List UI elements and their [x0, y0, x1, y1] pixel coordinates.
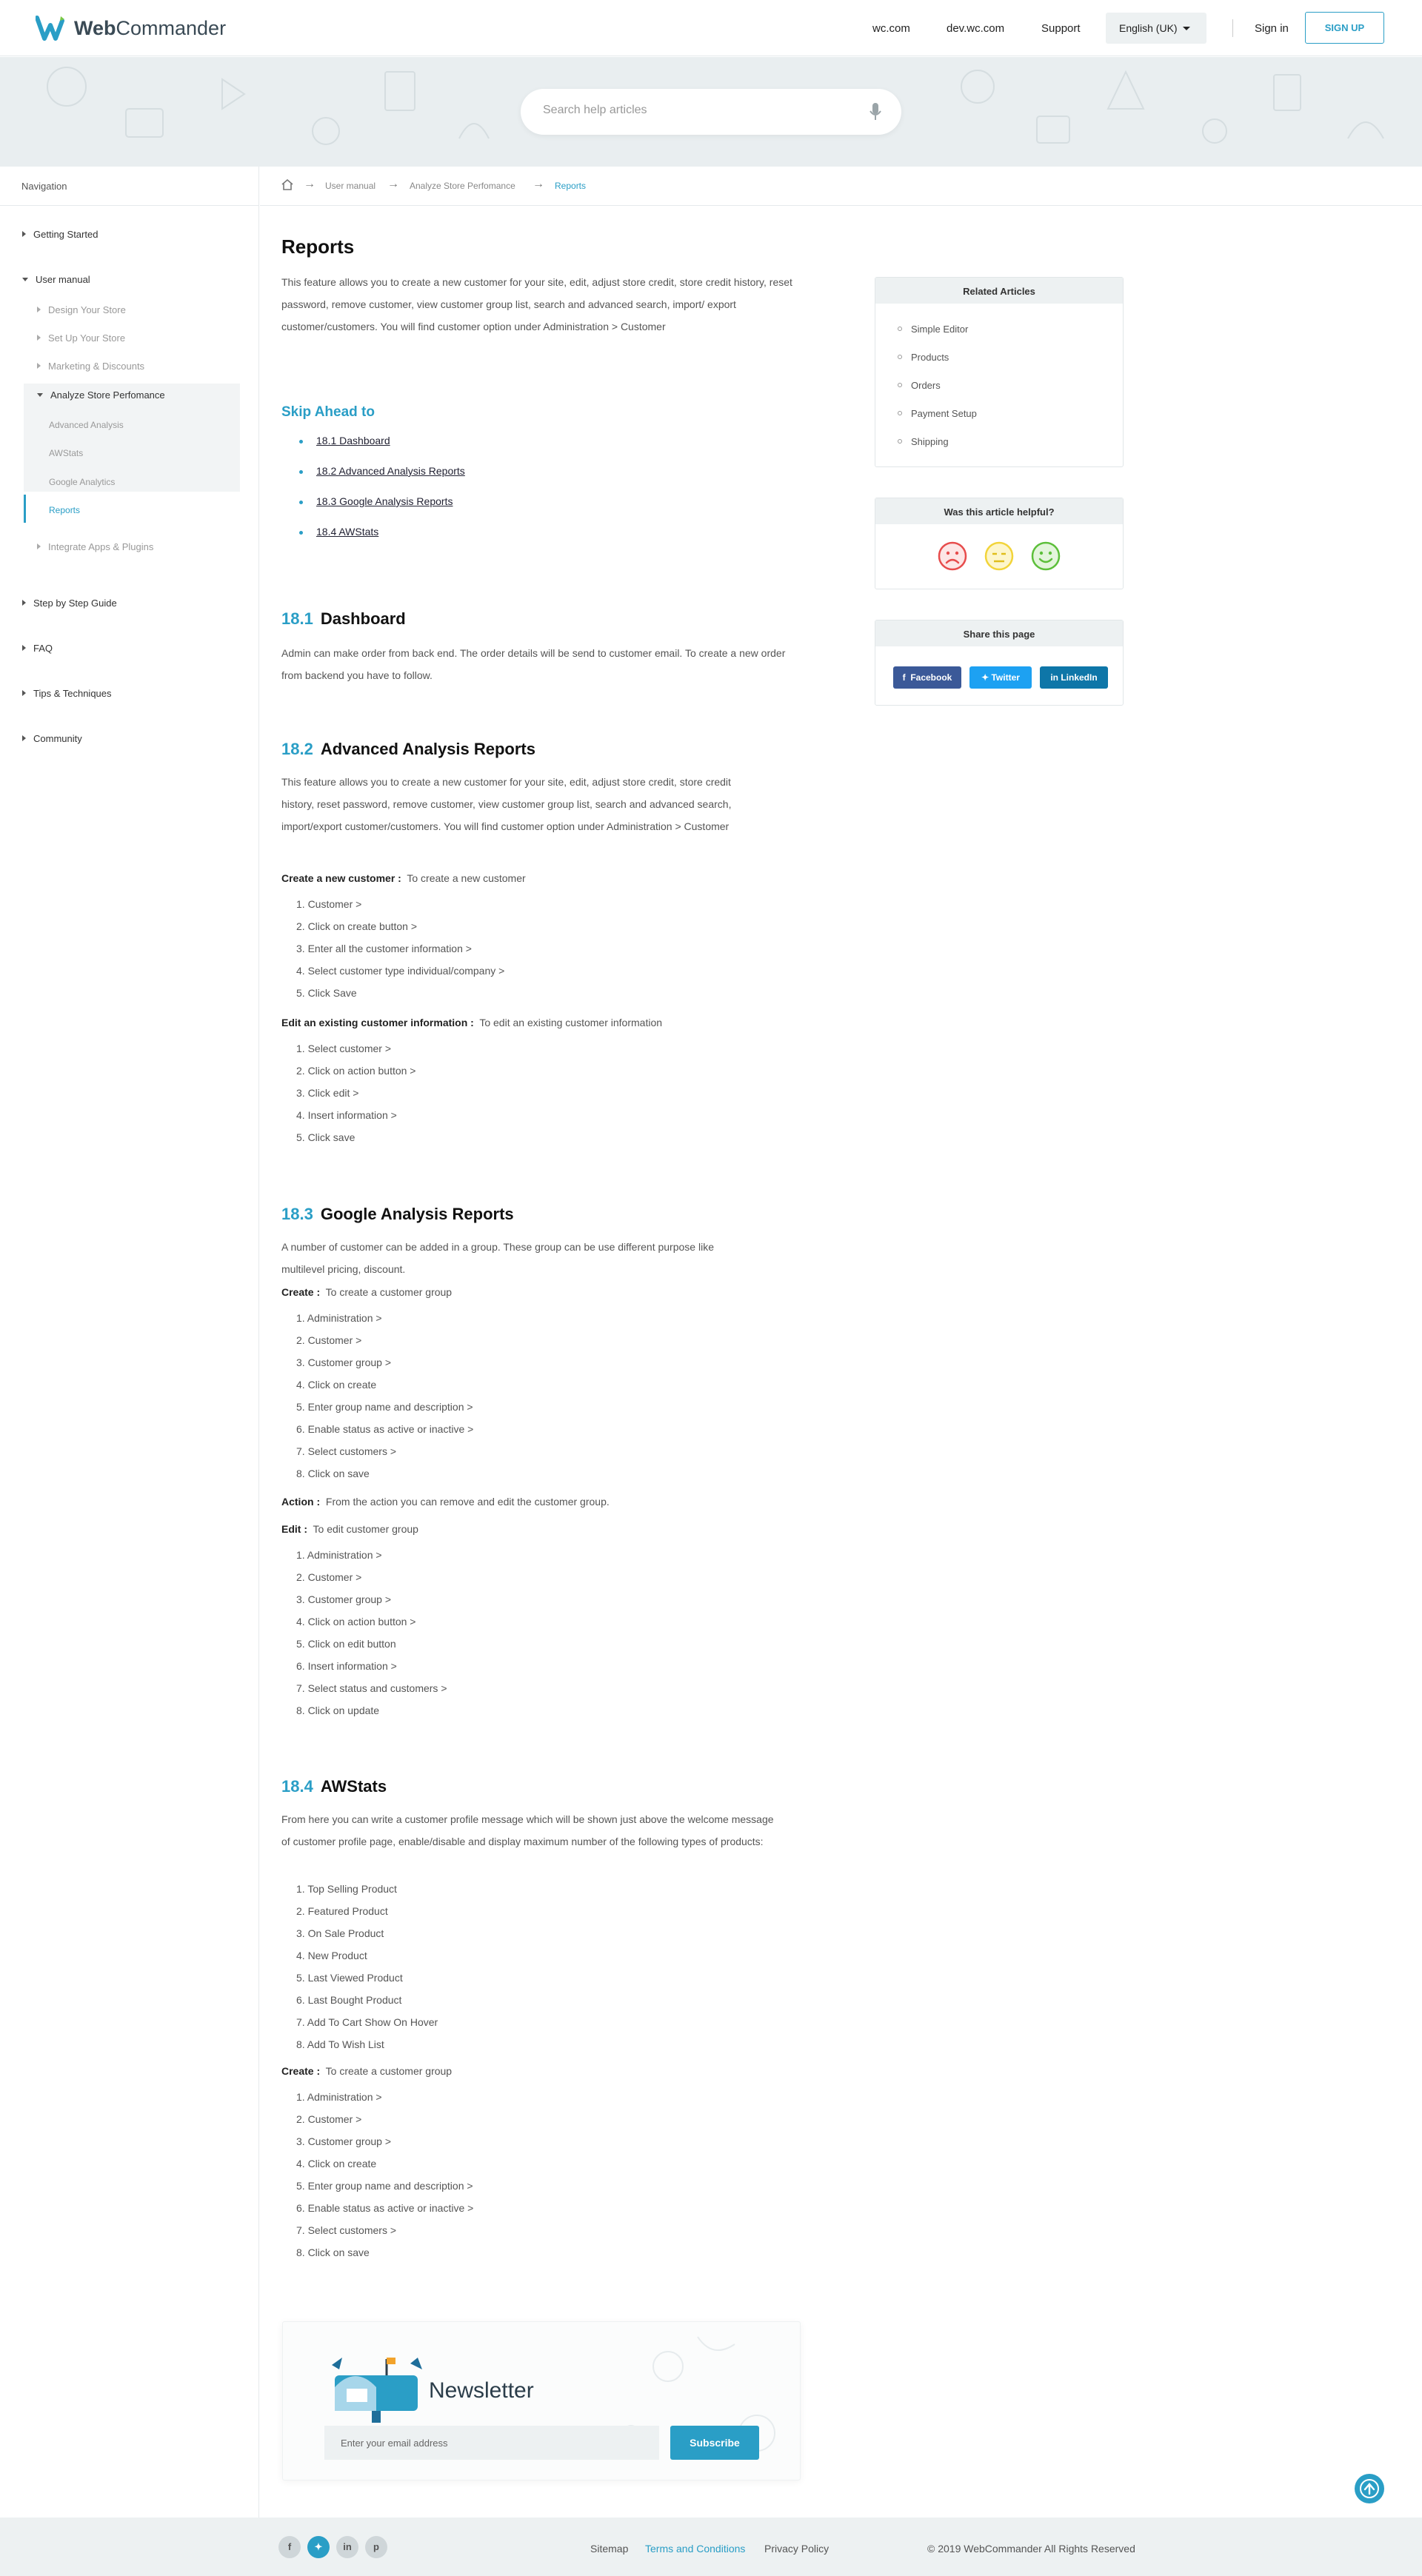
list-item: 4. Click on create — [296, 2158, 377, 2169]
create-customer-label — [281, 872, 526, 884]
section-number: 18.1 — [281, 609, 313, 628]
list-item: 7. Select status and customers > — [296, 1682, 447, 1694]
list-item: 2. Customer > — [296, 2113, 362, 2125]
list-item: 4. New Product — [296, 1950, 367, 1961]
section-number: 18.3 — [281, 1205, 313, 1223]
label-desc: From the action you can remove and edit the customer group. — [325, 1496, 610, 1508]
share-label: LinkedIn — [1061, 672, 1098, 683]
bullet-dot — [898, 327, 902, 331]
list-item: 5. Click on edit button — [296, 1638, 396, 1650]
action-label — [281, 1496, 610, 1508]
related-article-link[interactable]: Simple Editor — [911, 324, 969, 335]
section-number: 18.4 — [281, 1777, 313, 1796]
sidebar-item-advanced-analysis[interactable]: Advanced Analysis — [49, 420, 124, 430]
search-banner — [0, 57, 1422, 167]
sidebar-item-reports[interactable]: Reports — [49, 505, 81, 515]
page-title: Reports — [281, 235, 355, 258]
subscribe-button[interactable]: Subscribe — [670, 2426, 759, 2460]
label-strong: Edit an existing customer information : — [281, 1017, 474, 1028]
caret-right-icon — [22, 645, 26, 651]
arrow-right-icon: → — [304, 178, 316, 190]
caret-right-icon — [22, 735, 26, 741]
edit-customer-steps — [296, 1037, 416, 1148]
list-item: 4. Select customer type individual/company > — [296, 965, 505, 977]
nav-link-support[interactable]: Support — [1041, 22, 1081, 35]
sidebar-item-label: Marketing & Discounts — [48, 361, 145, 372]
list-item: 4. Click on action button > — [296, 1616, 416, 1627]
caret-right-icon — [37, 363, 41, 369]
sidebar-item-label: Set Up Your Store — [48, 332, 126, 344]
list-item: 2. Click on create button > — [296, 920, 418, 932]
linkedin-icon[interactable]: in — [336, 2536, 358, 2558]
webcommander-logo[interactable] — [36, 12, 226, 44]
list-item: 8. Click on update — [296, 1704, 380, 1716]
bullet-dot — [898, 355, 902, 359]
sidebar-item-design-your-store[interactable] — [37, 304, 126, 315]
list-item: 1. Customer > — [296, 898, 362, 910]
section-title-text: Dashboard — [320, 609, 406, 628]
share-linkedin-button[interactable] — [1040, 666, 1108, 689]
share-label: Facebook — [910, 672, 952, 683]
sidebar-item-awstats[interactable]: AWStats — [49, 448, 84, 458]
list-item: 3. Customer group > — [296, 2135, 392, 2147]
nav-link-wc[interactable]: wc.com — [872, 22, 910, 35]
sidebar-item-integrate-apps[interactable] — [37, 541, 153, 552]
label-strong: Create : — [281, 1286, 321, 1298]
copyright-text: © 2019 WebCommander All Rights Reserved — [927, 2543, 1135, 2555]
section-text: This feature allows you to create a new customer for your site, edit, adjust store credit, store credit history, reset password, remove customer, view customer group list, search and advanced search, import/export customer/customers. You will find customer option under Administration > Customer — [281, 776, 732, 832]
label-desc: To edit an existing customer information — [479, 1017, 663, 1028]
label-strong: Action : — [281, 1496, 321, 1508]
share-card — [875, 620, 1124, 706]
caret-right-icon — [37, 543, 41, 549]
sidebar — [0, 167, 259, 2518]
chevron-down-icon — [1183, 27, 1190, 30]
sidebar-title: Navigation — [0, 167, 258, 206]
sidebar-item-google-analytics[interactable]: Google Analytics — [49, 477, 116, 487]
microphone-icon[interactable] — [869, 102, 881, 121]
caret-down-icon — [22, 278, 28, 281]
skip-link-advanced[interactable]: 18.2 Advanced Analysis Reports — [316, 465, 465, 477]
bullet-dot — [299, 501, 303, 504]
arrow-right-icon: → — [387, 178, 399, 190]
create-group-steps — [296, 2086, 473, 2264]
bullet-dot — [898, 439, 902, 444]
create-group-label — [281, 2065, 452, 2077]
home-icon[interactable] — [281, 179, 293, 190]
edit-customer-label — [281, 1017, 662, 1028]
list-item: 1. Administration > — [296, 2091, 382, 2103]
related-article-link[interactable]: Products — [911, 352, 949, 363]
caret-right-icon — [22, 600, 26, 606]
product-types-list — [296, 1878, 438, 2055]
facebook-icon: f — [902, 672, 911, 683]
sidebar-item-analyze-store[interactable] — [37, 389, 165, 401]
email-field[interactable] — [324, 2426, 659, 2460]
section-title-text: Google Analysis Reports — [320, 1205, 514, 1223]
search-box — [521, 89, 901, 135]
breadcrumb-user-manual[interactable]: User manual — [325, 181, 376, 191]
list-item: 2. Customer > — [296, 1571, 362, 1583]
list-item: 3. On Sale Product — [296, 1927, 384, 1939]
list-item: 6. Enable status as active or inactive > — [296, 1423, 474, 1435]
list-item: 1. Administration > — [296, 1549, 382, 1561]
bullet-dot — [898, 383, 902, 387]
brand-part-b: Commander — [116, 16, 227, 39]
list-item: 1. Administration > — [296, 1312, 382, 1324]
twitter-icon: ✦ — [981, 672, 992, 683]
mailbox-illustration-icon — [324, 2343, 428, 2424]
card-title: Was this article helpful? — [875, 498, 1123, 524]
share-facebook-button[interactable] — [893, 666, 961, 689]
label-desc: To create a new customer — [407, 872, 526, 884]
list-item: 1. Top Selling Product — [296, 1883, 397, 1895]
arrow-right-icon: → — [533, 178, 544, 190]
signin-link[interactable]: Sign in — [1255, 22, 1289, 35]
create-group-steps — [296, 1307, 473, 1485]
caret-right-icon — [37, 335, 41, 341]
signup-button[interactable]: SIGN UP — [1305, 12, 1384, 44]
sidebar-item-faq[interactable] — [22, 643, 53, 654]
card-title: Related Articles — [875, 278, 1123, 304]
footer-link-terms[interactable]: Terms and Conditions — [645, 2543, 746, 2555]
section-number: 18.2 — [281, 740, 313, 758]
list-item: 3. Customer group > — [296, 1356, 392, 1368]
caret-right-icon — [22, 231, 26, 237]
list-item: 5. Enter group name and description > — [296, 2180, 473, 2192]
language-value: English (UK) — [1119, 22, 1178, 34]
sidebar-item-community[interactable] — [22, 733, 82, 744]
label-desc: To edit customer group — [313, 1523, 418, 1535]
list-item: 3. Customer group > — [296, 1593, 392, 1605]
list-item: 5. Enter group name and description > — [296, 1401, 473, 1413]
back-to-top-button[interactable] — [1355, 2474, 1384, 2503]
pinterest-icon[interactable]: p — [365, 2536, 387, 2558]
helpful-card — [875, 498, 1124, 589]
list-item: 5. Last Viewed Product — [296, 1972, 403, 1984]
sidebar-item-label: FAQ — [33, 643, 53, 654]
share-twitter-button[interactable] — [969, 666, 1032, 689]
related-article-link[interactable]: Orders — [911, 380, 941, 391]
label-strong: Create : — [281, 2065, 321, 2077]
list-item: 4. Insert information > — [296, 1109, 397, 1121]
caret-right-icon — [37, 307, 41, 312]
section-title-google — [281, 1205, 514, 1224]
bullet-dot — [299, 531, 303, 535]
footer — [0, 2518, 1422, 2576]
skip-link-dashboard[interactable]: 18.1 Dashboard — [316, 435, 390, 446]
bullet-dot — [898, 411, 902, 415]
card-title: Share this page — [875, 620, 1123, 646]
list-item: 5. Click save — [296, 1131, 356, 1143]
footer-link-privacy[interactable]: Privacy Policy — [764, 2543, 830, 2555]
active-indicator — [24, 495, 26, 523]
breadcrumb-reports[interactable]: Reports — [555, 181, 587, 191]
list-item: 1. Select customer > — [296, 1043, 392, 1054]
section-title-dashboard — [281, 609, 406, 629]
list-item: 8. Add To Wish List — [296, 2038, 384, 2050]
twitter-icon[interactable]: ✦ — [307, 2536, 330, 2558]
caret-down-icon — [37, 393, 43, 397]
list-item: 2. Customer > — [296, 1334, 362, 1346]
linkedin-icon: in — [1050, 672, 1061, 683]
sidebar-item-label: Design Your Store — [48, 304, 126, 315]
sidebar-item-tips[interactable] — [22, 688, 112, 699]
list-item: 2. Click on action button > — [296, 1065, 416, 1077]
section-text: From here you can write a customer profile message which will be shown just above the welcome message of customer profile page, enable/disable and display maximum number of the following types of products: — [281, 1813, 774, 1847]
section-title-awstats — [281, 1777, 387, 1796]
sidebar-item-set-up-your-store[interactable] — [37, 332, 125, 344]
newsletter-box — [282, 2321, 801, 2480]
list-item: 3. Enter all the customer information > — [296, 943, 472, 954]
intro-text: This feature allows you to create a new customer for your site, edit, adjust store credit, store credit history, reset password, remove customer, view customer group list, search and advanced search, import/ export customer/customers. You will find customer option under Administration > Customer — [281, 276, 792, 332]
sad-face-icon[interactable] — [938, 541, 967, 571]
bullet-dot — [299, 440, 303, 444]
neutral-face-icon[interactable] — [984, 541, 1014, 571]
related-article-link[interactable]: Shipping — [911, 436, 949, 447]
sidebar-item-label: Integrate Apps & Plugins — [48, 541, 154, 552]
section-title-text: AWStats — [320, 1777, 387, 1796]
happy-face-icon[interactable] — [1031, 541, 1061, 571]
list-item: 8. Click on save — [296, 1468, 370, 1479]
facebook-icon[interactable]: f — [278, 2536, 301, 2558]
list-item: 5. Click Save — [296, 987, 357, 999]
list-item: 6. Last Bought Product — [296, 1994, 402, 2006]
list-item: 7. Select customers > — [296, 2224, 397, 2236]
sidebar-item-label: Getting Started — [33, 229, 99, 240]
list-item: 3. Click edit > — [296, 1087, 359, 1099]
label-strong: Create a new customer : — [281, 872, 401, 884]
section-text: Admin can make order from back end. The order details will be send to customer email. To create a new order from backend you have to follow. — [281, 647, 786, 681]
edit-group-label — [281, 1523, 418, 1535]
arrow-up-icon — [1355, 2474, 1384, 2503]
label-strong: Edit : — [281, 1523, 307, 1535]
sidebar-item-label: Community — [33, 733, 82, 744]
language-select[interactable] — [1106, 13, 1206, 44]
list-item: 7. Select customers > — [296, 1445, 397, 1457]
sidebar-item-label: User manual — [36, 274, 90, 285]
caret-right-icon — [22, 690, 26, 696]
newsletter-title: Newsletter — [429, 2378, 534, 2403]
sidebar-item-label: Tips & Techniques — [33, 688, 112, 699]
create-group-label — [281, 1286, 452, 1298]
list-item: 4. Click on create — [296, 1379, 377, 1391]
section-text: A number of customer can be added in a group. These group can be use different purpose like multilevel pricing, discount. — [281, 1241, 714, 1275]
sidebar-item-label: Step by Step Guide — [33, 598, 117, 609]
related-articles-card — [875, 277, 1124, 467]
skip-link-awstats[interactable]: 18.4 AWStats — [316, 526, 379, 538]
nav-link-dev-wc[interactable]: dev.wc.com — [947, 22, 1005, 35]
skip-link-google[interactable]: 18.3 Google Analysis Reports — [316, 495, 453, 507]
sidebar-item-getting-started[interactable] — [22, 229, 98, 240]
share-label: Twitter — [991, 672, 1020, 683]
breadcrumb-analyze-store[interactable]: Analyze Store Perfomance — [410, 181, 515, 191]
sidebar-item-marketing-discounts[interactable] — [37, 361, 144, 372]
section-title-advanced — [281, 740, 535, 759]
top-header — [0, 0, 1422, 56]
related-article-link[interactable]: Payment Setup — [911, 408, 977, 419]
section-title-text: Advanced Analysis Reports — [320, 740, 535, 758]
list-item: 7. Add To Cart Show On Hover — [296, 2016, 438, 2028]
bullet-dot — [299, 470, 303, 474]
footer-link-sitemap[interactable]: Sitemap — [590, 2543, 629, 2555]
label-desc: To create a customer group — [325, 1286, 453, 1298]
breadcrumb — [260, 167, 1422, 206]
sidebar-item-step-by-step[interactable] — [22, 598, 117, 609]
edit-group-steps — [296, 1544, 447, 1722]
label-desc: To create a customer group — [325, 2065, 453, 2077]
create-customer-steps — [296, 893, 504, 1004]
list-item: 2. Featured Product — [296, 1905, 388, 1917]
sidebar-item-label: Analyze Store Perfomance — [50, 389, 165, 401]
logo-mark-icon — [36, 13, 70, 43]
skip-ahead-title: Skip Ahead to — [281, 404, 375, 420]
list-item: 6. Enable status as active or inactive > — [296, 2202, 474, 2214]
divider — [1232, 19, 1233, 37]
list-item: 6. Insert information > — [296, 1660, 397, 1672]
brand-part-a: Web — [74, 16, 116, 39]
search-input[interactable] — [543, 104, 839, 117]
list-item: 8. Click on save — [296, 2247, 370, 2258]
sidebar-item-user-manual[interactable] — [22, 274, 90, 285]
